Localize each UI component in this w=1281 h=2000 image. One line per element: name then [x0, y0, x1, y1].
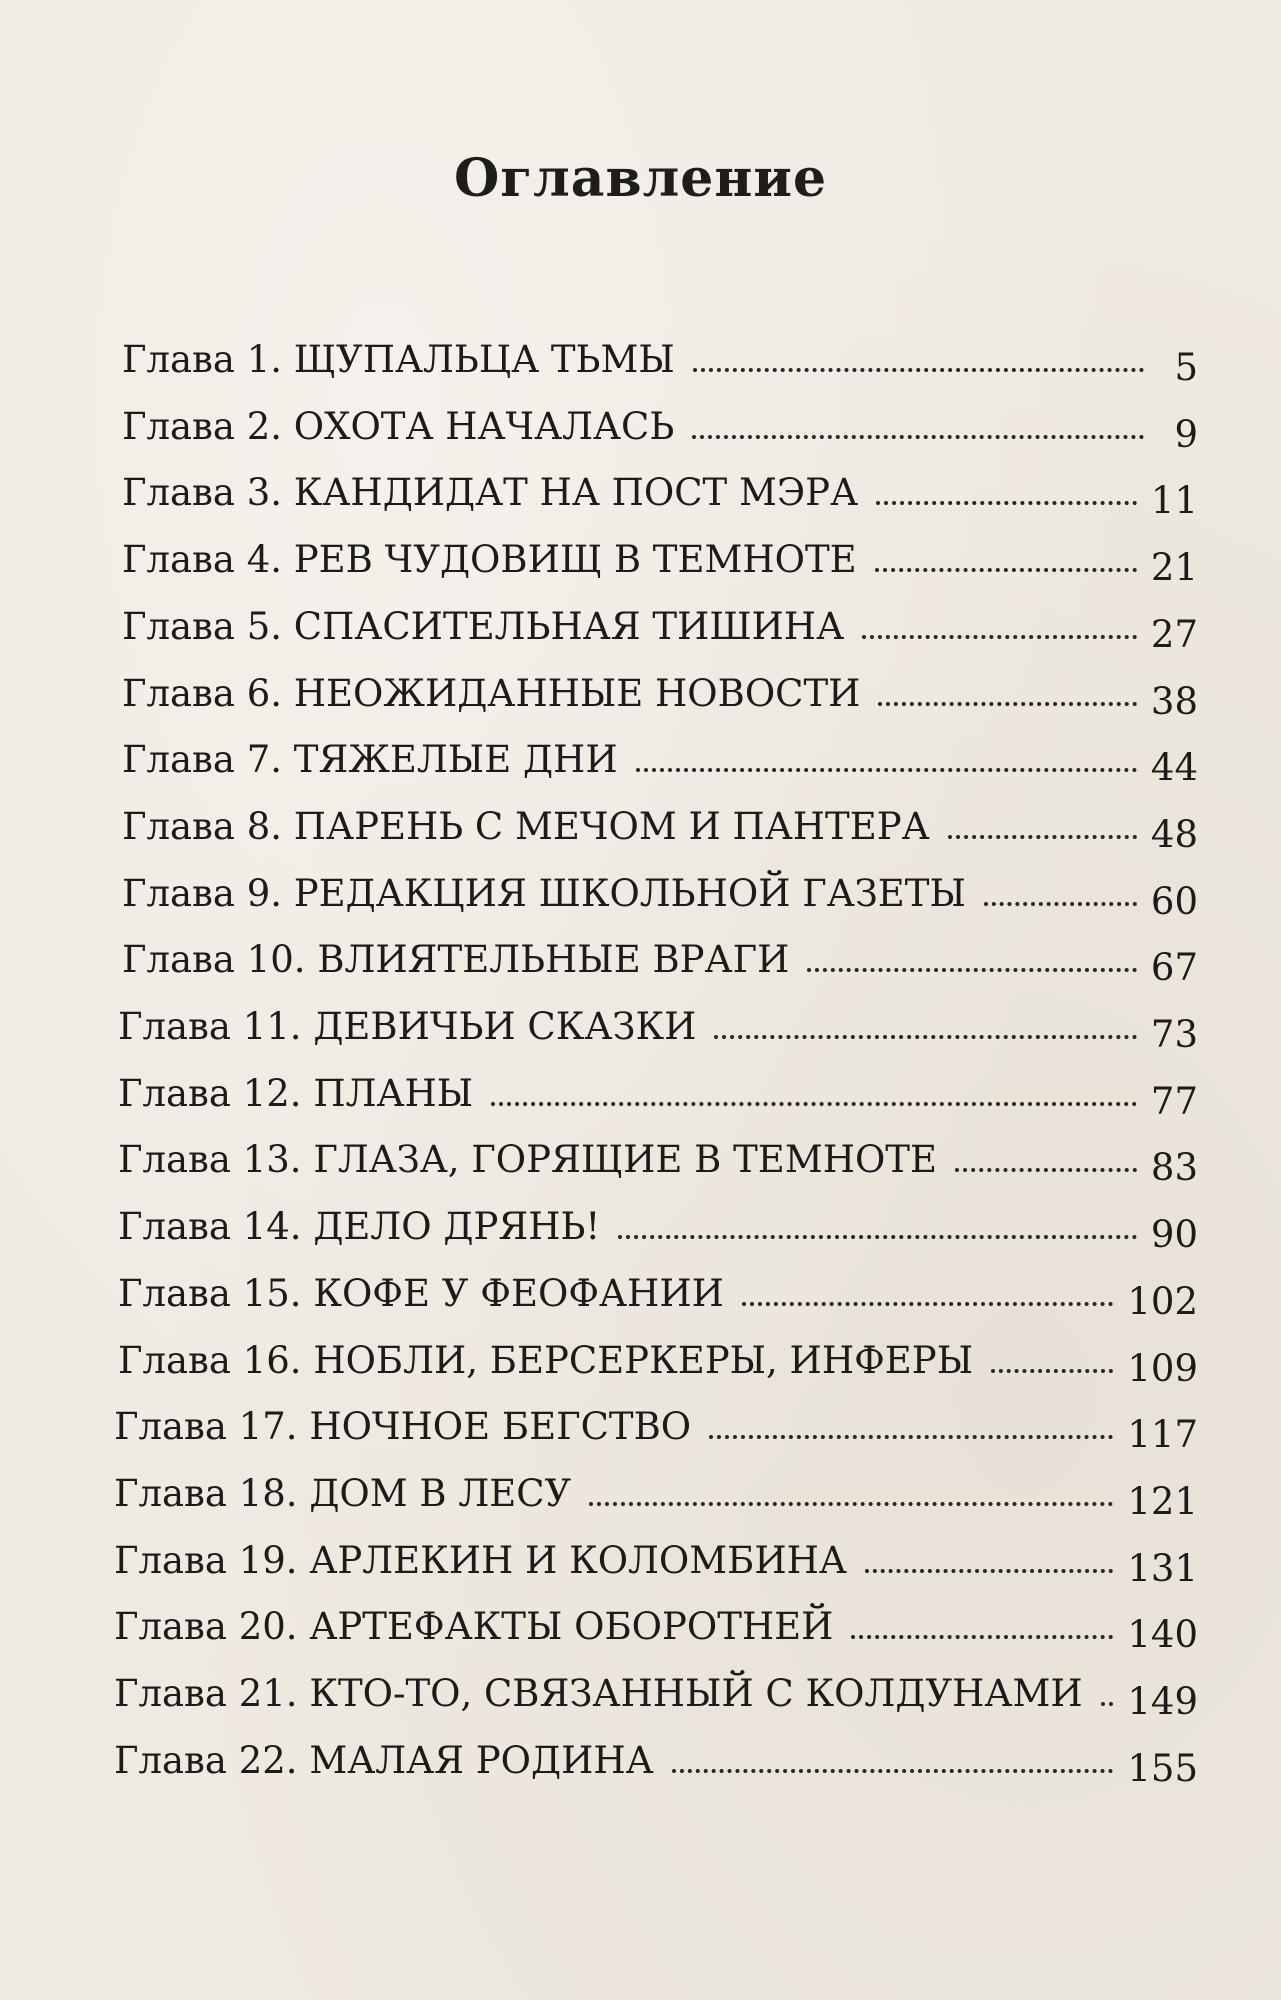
- toc-chapter-title: Глава 6. НЕОЖИДАННЫЕ НОВОСТИ: [122, 671, 861, 715]
- toc-chapter-title: Глава 12. ПЛАНЫ: [118, 1071, 474, 1115]
- toc-entry: [122, 789, 1198, 856]
- toc-page-number: 38: [1150, 679, 1198, 723]
- toc-page-number: 5: [1174, 346, 1198, 389]
- toc-chapter-title: Глава 15. КОФЕ У ФЕОФАНИИ: [118, 1271, 724, 1315]
- toc-page-number: 9: [1174, 412, 1198, 456]
- toc-page-number: 140: [1127, 1613, 1198, 1657]
- toc-page-number: 44: [1150, 746, 1198, 790]
- toc-chapter-title: Глава 16. НОБЛИ, БЕРСЕРКЕРЫ, ИНФЕРЫ: [118, 1338, 974, 1382]
- toc-dot-leader: [1101, 1700, 1114, 1706]
- toc-chapter-title: Глава 21. КТО-ТО, СВЯЗАННЫЙ С КОЛДУНАМИ: [114, 1672, 1083, 1715]
- toc-dot-leader: [714, 1033, 1137, 1039]
- toc-entry: [122, 922, 1198, 990]
- toc-page-number: 48: [1150, 812, 1198, 856]
- toc-dot-leader: [589, 1500, 1113, 1506]
- toc-chapter-title: Глава 19. АРЛЕКИН И КОЛОМБИНА: [114, 1538, 847, 1582]
- toc-entry: [114, 1389, 1198, 1457]
- toc-page-number: 67: [1150, 946, 1198, 990]
- toc-dot-leader: [618, 1233, 1137, 1239]
- toc-dot-leader: [851, 1633, 1113, 1639]
- toc-page-number: 11: [1150, 479, 1198, 523]
- toc-page-number: 90: [1150, 1213, 1198, 1257]
- toc-chapter-title: Глава 3. КАНДИДАТ НА ПОСТ МЭРА: [122, 471, 859, 515]
- toc-dot-leader: [709, 1433, 1113, 1439]
- toc-entry: [122, 722, 1198, 790]
- toc-entry: [122, 389, 1198, 456]
- toc-chapter-title: Глава 17. НОЧНОЕ БЕГСТВО: [114, 1405, 692, 1449]
- toc-page-number: 121: [1127, 1479, 1198, 1523]
- toc-page-number: 131: [1127, 1546, 1198, 1590]
- toc-chapter-title: Глава 7. ТЯЖЕЛЫЕ ДНИ: [122, 738, 618, 782]
- toc-dot-leader: [955, 1166, 1137, 1172]
- toc-entry: [122, 856, 1198, 923]
- toc-dot-leader: [878, 700, 1136, 706]
- toc-dot-leader: [876, 499, 1137, 505]
- toc-dot-leader: [692, 433, 1144, 439]
- toc-chapter-title: Глава 22. МАЛАЯ РОДИНА: [114, 1738, 654, 1782]
- toc-page-number: 149: [1127, 1680, 1198, 1723]
- toc-chapter-title: Глава 4. РЕВ ЧУДОВИЩ В ТЕМНОТЕ: [122, 538, 857, 582]
- toc-entry: [122, 522, 1198, 590]
- toc-entry: [114, 1656, 1198, 1723]
- toc-entry: [118, 1056, 1198, 1123]
- toc-dot-leader: [807, 966, 1137, 972]
- toc-entry: [114, 1523, 1198, 1590]
- toc-chapter-title: Глава 2. ОХОТА НАЧАЛАСЬ: [122, 404, 675, 448]
- toc-entry: [118, 989, 1198, 1056]
- toc-chapter-title: Глава 5. СПАСИТЕЛЬНАЯ ТИШИНА: [122, 604, 845, 648]
- toc-dot-leader: [693, 366, 1144, 372]
- toc-entry: [122, 656, 1198, 723]
- toc-page-number: 155: [1127, 1746, 1198, 1790]
- toc-dot-leader: [865, 1567, 1113, 1573]
- toc-page-number: 73: [1150, 1013, 1198, 1056]
- toc-dot-leader: [948, 833, 1137, 839]
- toc-dot-leader: [991, 1367, 1113, 1373]
- toc-chapter-title: Глава 20. АРТЕФАКТЫ ОБОРОТНЕЙ: [114, 1605, 834, 1649]
- toc-page-number: 117: [1127, 1413, 1198, 1457]
- toc-dot-leader: [875, 566, 1137, 572]
- toc-entry: [114, 1589, 1198, 1657]
- toc-entry: [118, 1189, 1198, 1257]
- toc-entry: [114, 1723, 1198, 1790]
- toc-dot-leader: [862, 633, 1137, 639]
- toc-chapter-title: Глава 13. ГЛАЗА, ГОРЯЩИЕ В ТЕМНОТЕ: [118, 1138, 937, 1182]
- toc-chapter-title: Глава 9. РЕДАКЦИЯ ШКОЛЬНОЙ ГАЗЕТЫ: [122, 871, 966, 915]
- toc-dot-leader: [742, 1300, 1114, 1306]
- toc-entry: [122, 455, 1198, 523]
- toc-entry: [118, 1323, 1198, 1390]
- toc-chapter-title: Глава 18. ДОМ В ЛЕСУ: [114, 1471, 572, 1515]
- toc-dot-leader: [984, 900, 1137, 906]
- toc-dot-leader: [672, 1767, 1114, 1773]
- toc-dot-leader: [636, 766, 1137, 772]
- toc-page-number: 109: [1127, 1346, 1198, 1390]
- toc-entry: [122, 589, 1198, 656]
- toc-entry: [118, 1122, 1198, 1190]
- toc-chapter-title: Глава 11. ДЕВИЧЬИ СКАЗКИ: [118, 1005, 697, 1048]
- toc-page-number: 102: [1127, 1279, 1198, 1323]
- toc-chapter-title: Глава 8. ПАРЕНЬ С МЕЧОМ И ПАНТЕРА: [122, 804, 930, 848]
- toc-page-number: 60: [1150, 879, 1198, 923]
- toc-entry: [118, 1256, 1198, 1323]
- toc-dot-leader: [491, 1100, 1137, 1106]
- toc-page-number: 83: [1150, 1146, 1198, 1190]
- toc-entry: [122, 322, 1198, 389]
- toc-entry: [114, 1456, 1198, 1523]
- toc-chapter-title: Глава 14. ДЕЛО ДРЯНЬ!: [118, 1205, 601, 1249]
- toc-page-number: 21: [1150, 546, 1198, 590]
- page-title: Оглавление: [453, 148, 828, 209]
- toc-page-number: 77: [1150, 1079, 1198, 1123]
- toc-page-number: 27: [1150, 612, 1198, 656]
- toc-chapter-title: Глава 1. ЩУПАЛЬЦА ТЬМЫ: [122, 338, 675, 381]
- toc-chapter-title: Глава 10. ВЛИЯТЕЛЬНЫЕ ВРАГИ: [122, 938, 790, 982]
